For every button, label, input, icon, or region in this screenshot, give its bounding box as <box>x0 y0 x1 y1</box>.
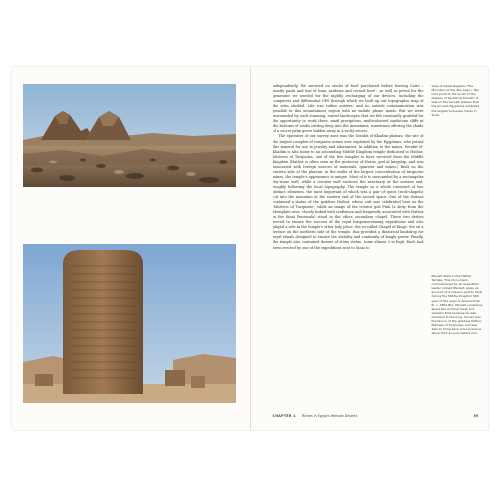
chapter-title: Riches in Egypt's Remote Deserts <box>301 414 358 418</box>
photo-caption-landscape: View of Gebel Regbeh ('The Mountain of the Two Legs'). Two huts point to the south of the plateau of Serabit el-Khadim. It was on the Serabit plateau that the ancient Egyptians exploited the largest turquoise mines in Sinai. <box>431 84 480 117</box>
body-paragraph: The epicentre of our survey zone was the Serabit el-Khadim plateau, the site of the largest complex of turquoise mines ever exploited by the Egyptians, who prized this mineral for use in jewelry and adornment. In addition to the mines, Serabit el-Khadim is also home to an astounding Middle Kingdom temple dedicated to Hathor, Mistress of Turquoise, one of the few temples to have survived from the Middle Kingdom (Hathor is often seen as the protector of Horus, god of kingship, and was associated with foreign sources of materials, quarries and mines.) Built on the eastern side of the plateau, in the midst of the largest concentration of turquoise mines, the temple's appearance is unique. Most of it is surrounded by a rectangular dry-stone wall, while a circular wall encloses the sanctuary at the eastern end, roughly following the local topography. The temple as a whole consisted of two distinct elements, the most important of which was a pair of speos (rock-chapels) cut into the mountain at the eastern end of the sacred space. One of the shrines contained a statue of the goddess Hathor, whose cult was celebrated here as the 'Mistress of Turquoise', while an image of the creator god Ptah (a deity from the Memphite area, closely linked with craftsmen and frequently associated with Hathor in the Sinai Peninsula) stood in the other, secondary chapel. These two deities served to ensure the success of the royal turquoise-mining expeditions and also played a role in the temple's other holy place, the so-called Chapel of Kings. Set on a terrace on the northern side of the temple, this provided a theatrical backdrop for royal rituals designed to ensure the stability and continuity of kingly power. Finally, the temple also contained dozens of stone stelae, some almost 3 m high. Each had been erected by one of the expeditions sent to Sinai to <box>272 134 424 250</box>
page-footer <box>273 414 479 418</box>
page-number: 39 <box>473 414 478 418</box>
desert-landscape-photo <box>23 84 236 187</box>
left-page <box>12 67 251 430</box>
book-spread <box>12 67 488 430</box>
chapter-label: CHAPTER 1 <box>272 414 296 418</box>
photo-caption-stela: Menwit Stela in the Hathor Temple. This monument, commissioned by an expedition leader named Menwit, gives an account of a mission sent to Sinai during the Middle Kingdom (6th year of the reign of Amenemhat III, c. 1850 BC). Menwit complains about the summer heat, but explains that because he was obedient to the king, he had won the favour of the goddess Hathor, Mistress of Turquoise, and was able to bring back more precious stone than anyone before him. <box>431 274 483 336</box>
body-text <box>273 84 424 410</box>
right-page <box>251 67 489 430</box>
captions-column <box>431 84 484 336</box>
body-paragraph: independently. We survived on stocks of food purchased before leaving Cairo – mostly pasta and tins of tuna, sardines and corned beef – as well as petrol for the generator we needed for the nightly recharging of our devices, including the computers and differential GPS through which we built up our topographic map of the sites studied. Life was rather austere, and no outside communication was possible in this mountainous region with no mobile phone masts. But we were surrounded by such stunning, varied landscapes that we felt constantly grateful for the opportunity to work there, amid precipitous, multicoloured sandstone cliffs at the bottoms of wadis cutting deep into the mountains, sometimes offering the shade of a secret palm grove hidden away in a rocky recess. <box>272 84 424 134</box>
stela-photo <box>23 244 236 403</box>
